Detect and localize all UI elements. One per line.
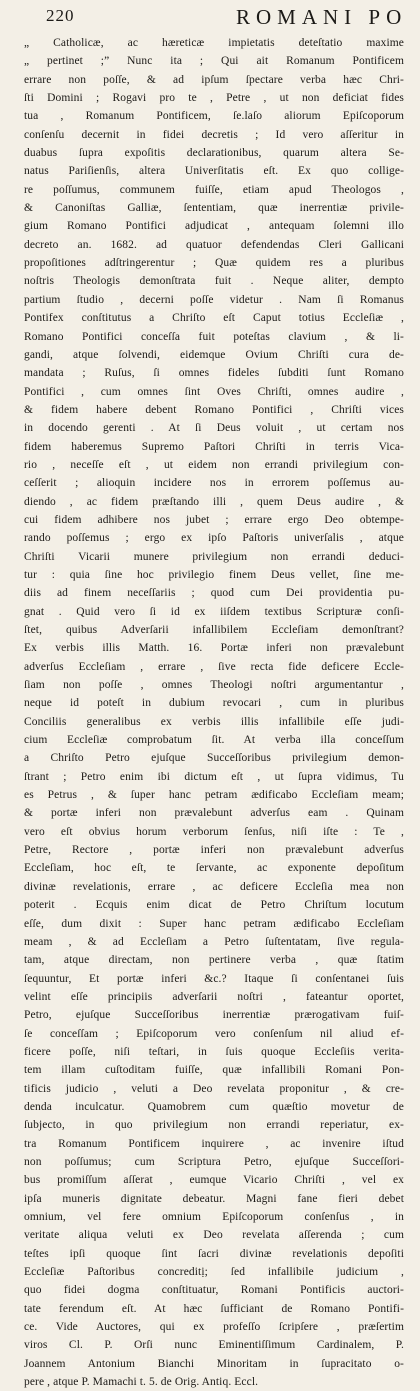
text-line: veritate aliqua veluti ex Deo revelata aſſerenda ; cum bbox=[24, 1229, 404, 1242]
text-line: re poſſumus, communem fuiſſe, etiam apud Theologos , bbox=[24, 183, 404, 196]
text-line: quo fidei dogma conſtituatur, Romani Pontificis auctori- bbox=[24, 1284, 404, 1297]
text-line: ſti Domini ; Rogavi pro te , Petre , ut non deficiat fides bbox=[24, 92, 404, 105]
text-line: Conciliis generalibus ex verbis illis infallibile eſſe judi- bbox=[24, 715, 404, 728]
text-line: divinæ revelationis, errare , ac deficere Eccleſia mea non bbox=[24, 880, 404, 893]
text-line: eſſe, dum dixit : Super hanc petram ædificabo Eccleſiam bbox=[24, 917, 404, 930]
text-line: Joannem Antonium Bianchi Minoritam in ſupracitato o- bbox=[24, 1357, 404, 1370]
text-line: Ex verbis illis Matth. 16. Portæ inferi non prævalebunt bbox=[24, 642, 404, 655]
text-line: diis ad finem neceſſariis ; quod cum Dei providentia pu- bbox=[24, 587, 404, 600]
text-line: gnat . Quid vero ſi id ex iiſdem textibus Scripturæ conſi- bbox=[24, 605, 404, 618]
text-line: gandi, atque ſolvendi, eidemque Ovium Chriſti cura de- bbox=[24, 348, 404, 361]
text-line: Petro, ejuſque Succeſſoribus inerrentiæ prærogativam fuiſ- bbox=[24, 1009, 404, 1022]
text-line: fidem haberemus Supremo Paſtori Chriſti in terris Vica- bbox=[24, 440, 404, 453]
text-line: non poſſumus; cum Scriptura Petro, ejuſque Succeſſori- bbox=[24, 1155, 404, 1168]
text-line: conſenſu decernit in fidei decretis ; Id vero aſſeritur in bbox=[24, 128, 404, 141]
text-line: propoſitiones adſtringerentur ; Quæ quidem res a pluribus bbox=[24, 257, 404, 270]
text-line: viros Cl. P. Orſi nunc Eminentiſſimum Cardinalem, P. bbox=[24, 1339, 404, 1352]
text-line: ſiam non poſſe , omnes Theologi noſtri argumentantur , bbox=[24, 679, 404, 692]
text-line: teſtes ipſi quoque ſint ſacri divinæ revelationis depoſiti bbox=[24, 1247, 404, 1260]
text-line: ce. Vide Auctores, qui ex profeſſo ſcripſere , præſertim bbox=[24, 1321, 404, 1334]
text-line: ficere poſſe, niſi teſtari, in ſuis quoque Eccleſiis verita- bbox=[24, 1045, 404, 1058]
text-line: rando poſſemus ; ergo ex ipſo Paſtoris univerſalis , atque bbox=[24, 532, 404, 545]
text-line: bus promiſſum aſſerat , eumque Vicario Chriſti , vel ex bbox=[24, 1174, 404, 1187]
text-line: denda inculcatur. Quamobrem cum quæſtio movetur de bbox=[24, 1100, 404, 1113]
text-line: mandata ; Ruſus, ſi omnes fideles ſubditi ſunt Romano bbox=[24, 367, 404, 380]
page-number: 220 bbox=[46, 6, 75, 25]
text-line: adverſus Eccleſiam , errare , ſive recta fide deficere Eccle- bbox=[24, 660, 404, 673]
text-line: decreto an. 1682. ad quatuor defendendas Cleri Gallicani bbox=[24, 238, 404, 251]
text-line: ſequuntur, Et portæ inferi &c.? Itaque ſi conſentanei ſuis bbox=[24, 972, 404, 985]
text-line: Petre, Rectore , portæ inferi non prævalebunt adverſus bbox=[24, 844, 404, 857]
text-line: ſtrant ; Petro enim ibi dictum eſt , ut ſupra vidimus, Tu bbox=[24, 770, 404, 783]
text-line: vero eſt obvius horum verborum ſenſus, niſi iſte : Te , bbox=[24, 825, 404, 838]
text-line: partium ſtudio , decerni poſſe videtur . Nam ſi Romanus bbox=[24, 293, 404, 306]
text-line: tua , Romanum Pontificem, ſe.laſo aliorum Epiſcoporum bbox=[24, 110, 404, 123]
text-line: gium Romano Pontifici adjudicat , antequam ſolemni illo bbox=[24, 220, 404, 233]
text-line: Eccleſiæ Paſtoribus concreditị; ſed infallibile judicium , bbox=[24, 1266, 404, 1279]
text-line: es Petrus , & ſuper hanc petram ædificabo Eccleſiam meam; bbox=[24, 789, 404, 802]
text-line: ipſa muneris dignitate debeatur. Magni fane fieri debet bbox=[24, 1192, 404, 1205]
text-line: poterit . Ecquis enim dicat de Petro Chriſtum locutum bbox=[24, 899, 404, 912]
text-line: Pontifex conſtitutus a Chriſto eſt Caput totius Eccleſiæ , bbox=[24, 312, 404, 325]
text-line: cium Eccleſiæ comprobatum ſit. At verba illa conceſſum bbox=[24, 734, 404, 747]
text-line: rio , neceſſe eſt , ut eidem non errandi privilegium con- bbox=[24, 458, 404, 471]
text-line: Chriſti Vicarii munere privilegium non errandi deduci- bbox=[24, 550, 404, 563]
text-line: tem illam cuſtoditam fuiſſe, quæ infallibili Romani Pon- bbox=[24, 1064, 404, 1077]
text-line: tificis judicio , veluti a Deo revelata proponitur , & cre- bbox=[24, 1082, 404, 1095]
text-line: pere , atque P. Mamachi t. 5. de Orig. Antiq. Eccl. bbox=[24, 1376, 259, 1389]
text-line: noſtris Theologis demonſtrata fuit . Neque aliter, dempto bbox=[24, 275, 404, 288]
page-header bbox=[24, 5, 408, 32]
running-head: ROMANI PO bbox=[236, 5, 408, 29]
text-line: Pontifici , cum omnes ſint Oves Chriſti, omnes audire , bbox=[24, 385, 404, 398]
text-line: tate ferendum eſt. At hæc ſufficiant de Romano Pontifi- bbox=[24, 1302, 404, 1315]
text-line: errare non poſſe, & ad ipſum ſpectare verba hæc Chri- bbox=[24, 73, 404, 86]
body-text bbox=[24, 34, 404, 1391]
text-line: & Canoniſtas Galliæ, ſententiam, quæ inerrentiæ privile- bbox=[24, 202, 404, 215]
text-line: tra Romanum Pontificem inquirere , ac invenire iſtud bbox=[24, 1137, 404, 1150]
text-line: natus Pariſienſis, altera Univerſitatis eſt. Ex quo collige- bbox=[24, 165, 404, 178]
text-line: & portæ inferi non prævalebunt adverſus eam . Quinam bbox=[24, 807, 404, 820]
text-line: & fidem habere debent Romano Pontifici , Chriſti vices bbox=[24, 403, 404, 416]
text-line: Romano Pontifici conceſſa fuit poteſtas clavium , & li- bbox=[24, 330, 404, 343]
text-line: omnium, vel fere omnium Epiſcoporum conſenſus , in bbox=[24, 1211, 404, 1223]
text-line: duabus ſupra expoſitis declarationibus, quarum altera Se- bbox=[24, 147, 404, 160]
text-line: a Chriſto Petro ejuſque Succeſſoribus privilegium demon- bbox=[24, 752, 404, 765]
text-line: diendo , ac fidem præſtando illi , quem Deus audire , & bbox=[24, 495, 404, 508]
text-line: cui fidem adhibere nos jubet ; errare ergo Deo obtempe- bbox=[24, 513, 404, 526]
text-line: Eccleſiam, hoc eſt, te ſervante, ac exponente depoſitum bbox=[24, 862, 404, 875]
text-line: velint eſſe principiis adverſarii noſtri , fateantur oportet, bbox=[24, 990, 404, 1003]
text-line: ſtet, quibus Adverſarii infallibilem Eccleſiam demonſtrant? bbox=[24, 624, 404, 636]
text-line: neque id poteſt in dubium revocari , cum in pluribus bbox=[24, 697, 404, 710]
text-line: tur : quia ſine hoc privilegio finem Deus vellet, ſine me- bbox=[24, 568, 404, 581]
text-line: in docendo gerenti . At ſi Deus voluit , ut certam nos bbox=[24, 422, 404, 435]
text-line: ceſſerit ; alioquin incidere nos in errorem poſſemus au- bbox=[24, 477, 404, 490]
text-line: tam, atque directam, non pertinere verba , quæ ſtatim bbox=[24, 954, 404, 967]
text-line: „ pertinet ;” Nunc ita ; Qui ait Romanum Pontificem bbox=[24, 55, 404, 68]
text-line: „ Catholicæ, ac hæreticæ impietatis deteſtatio maxime bbox=[24, 37, 404, 49]
text-line: ſe conceſſam ; Epiſcoporum vero conſenſum nil aliud ef- bbox=[24, 1027, 404, 1040]
text-line: meam , & ad Eccleſiam a Petro ſuſtentatam, ſive regula- bbox=[24, 935, 404, 948]
text-line: ſubjecto, in quo privilegium non errandi reperiatur, ex- bbox=[24, 1119, 404, 1132]
